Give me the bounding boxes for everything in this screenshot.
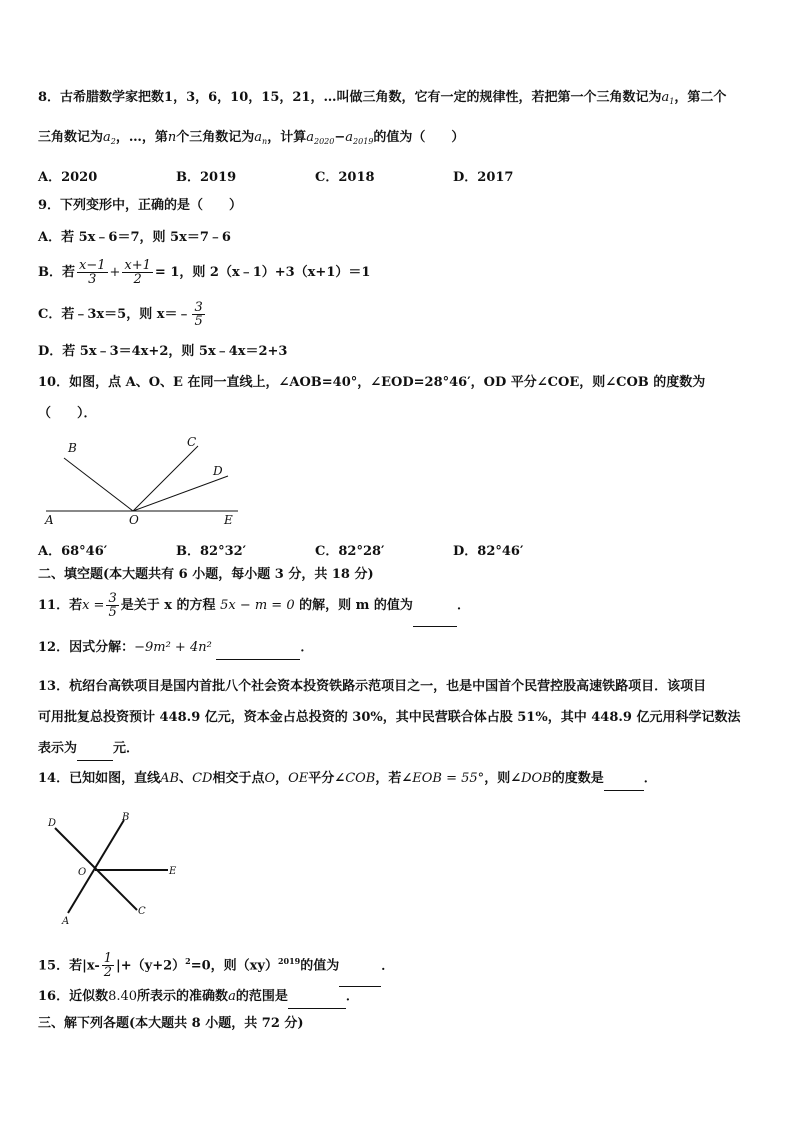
q15-text: |+（y+2） xyxy=(116,958,186,974)
q8-text: 三角数记为 xyxy=(38,130,104,145)
numerator: x−1 xyxy=(79,258,106,273)
answer-blank[interactable] xyxy=(339,950,381,987)
var-a: a xyxy=(254,130,263,145)
math-expr: COB xyxy=(345,771,376,786)
math-expr: 5x − m = 0 xyxy=(220,598,295,613)
var-a: a xyxy=(345,130,354,145)
numerator: 3 xyxy=(108,591,117,606)
q10-figure xyxy=(38,432,248,532)
q16-text: ． xyxy=(345,989,359,1004)
label-b: B xyxy=(68,441,77,455)
q9-c-text: C．若﹣3x＝5，则 x＝﹣ xyxy=(38,307,191,322)
numerator: 3 xyxy=(194,300,203,315)
q15-text: 的值为 xyxy=(300,958,340,974)
answer-blank[interactable] xyxy=(413,590,457,627)
math-expr: O xyxy=(264,771,276,786)
var-a: a xyxy=(228,989,236,1004)
q13-line2: 可用批复总投资预计 448.9 亿元，资本金占总投资的 30%，其中民营联合体占股 51%，其中 448.9 亿元用科学记数法 xyxy=(38,710,741,725)
math-expr: EOB = 55° xyxy=(412,771,485,786)
answer-blank[interactable] xyxy=(288,990,346,1009)
answer-blank[interactable] xyxy=(604,772,644,791)
q14-text: ， xyxy=(275,771,289,786)
q14-text: ，若∠ xyxy=(375,771,413,786)
q13-text: 元． xyxy=(113,741,140,756)
label-o: O xyxy=(78,867,87,878)
fraction xyxy=(192,301,204,328)
q14-text: 的度数是 xyxy=(551,771,604,786)
numerator: 1 xyxy=(103,951,113,967)
label-c: C xyxy=(187,435,197,449)
math-expr: −9m² + 4n² xyxy=(134,640,212,655)
label-d: D xyxy=(213,464,223,478)
var-a: a xyxy=(661,90,670,105)
q9-option-b[interactable] xyxy=(38,255,370,291)
plus-sign: + xyxy=(109,265,121,280)
q16-text: 的范围是 xyxy=(235,989,288,1004)
q8-text: 的值为（ ） xyxy=(373,130,465,145)
label-c: C xyxy=(138,906,146,917)
label-a: A xyxy=(62,916,70,927)
q9-b-label: B．若 xyxy=(38,265,75,280)
fraction xyxy=(102,952,114,979)
q11-text: 是关于 x 的方程 xyxy=(120,598,216,613)
math-expr: CD xyxy=(192,771,213,786)
ray-oc xyxy=(133,446,198,511)
q8-text: 8．古希腊数学家把数1，3，6，10，15，21，…叫做三角数，它有一定的规律性，若把第一个三角数记为 xyxy=(38,90,662,105)
q14-text: 14．已知如图，直线 xyxy=(38,771,161,786)
q8-text: ，第二个 xyxy=(674,90,727,105)
line-ab xyxy=(68,820,124,913)
q10-stem: 10．如图，点 A、O、E 在同一直线上，∠AOB=40°，∠EOD=28°46′，OD 平分∠COE，则∠COB 的度数为 xyxy=(38,375,706,390)
q16-text: 16．近似数 xyxy=(38,989,109,1004)
q13-line1: 13．杭绍台高铁项目是国内首批八个社会资本投资铁路示范项目之一，也是中国首个民营控股高速铁路项目．该项目 xyxy=(38,679,707,694)
exponent: 2 xyxy=(185,956,191,966)
q14-text: ，则∠ xyxy=(484,771,522,786)
q8-option-b[interactable]: B．2019 xyxy=(176,170,237,185)
q8-text: ，计算 xyxy=(267,130,307,145)
q11 xyxy=(38,588,470,624)
q12-text: 12．因式分解： xyxy=(38,640,135,655)
math-expr: AB xyxy=(160,771,180,786)
denominator: 5 xyxy=(108,605,117,620)
q10-option-d[interactable]: D．82°46′ xyxy=(453,544,524,559)
q11-text: ． xyxy=(456,598,470,613)
var-n: n xyxy=(167,130,177,145)
subscript: 2 xyxy=(110,137,116,146)
q8-text: ，…，第 xyxy=(115,130,168,145)
q10-option-a[interactable]: A．68°46′ xyxy=(38,544,108,559)
denominator: 2 xyxy=(133,272,142,287)
q13-line3 xyxy=(38,740,139,761)
fraction xyxy=(122,259,153,286)
q10-stem2: （ ）． xyxy=(38,406,97,421)
var-a: a xyxy=(103,130,111,145)
denominator: 2 xyxy=(103,965,113,981)
denominator: 3 xyxy=(88,272,97,287)
q14 xyxy=(38,770,657,791)
subscript: 1 xyxy=(669,97,675,106)
ray-ob xyxy=(64,458,133,511)
math-expr: DOB xyxy=(521,771,552,786)
section-3-heading: 三、解下列各题(本大题共 8 小题，共 72 分) xyxy=(38,1016,304,1031)
label-b: B xyxy=(122,812,130,823)
q8-text: 个三角数记为 xyxy=(176,130,255,145)
q8-option-d[interactable]: D．2017 xyxy=(453,170,514,185)
q11-text: 的解，则 m 的值为 xyxy=(299,598,413,613)
q14-text: ． xyxy=(643,771,657,786)
math-expr: 8.40 xyxy=(108,989,138,1004)
q10-option-b[interactable]: B．82°32′ xyxy=(176,544,247,559)
denominator: 5 xyxy=(194,314,203,329)
subscript: 2019 xyxy=(353,137,374,146)
q14-figure xyxy=(40,808,190,928)
q15-text: ． xyxy=(381,958,395,974)
q9-stem: 9．下列变形中，正确的是（ ） xyxy=(38,198,243,213)
q13-text: 表示为 xyxy=(38,741,78,756)
label-a: A xyxy=(45,513,54,527)
section-2-heading: 二、填空题(本大题共有 6 小题，每小题 3 分，共 18 分) xyxy=(38,567,374,582)
math-expr: OE xyxy=(288,771,309,786)
q12-text: ． xyxy=(300,640,314,655)
answer-blank[interactable] xyxy=(216,641,300,660)
q14-text: 平分∠ xyxy=(308,771,346,786)
q16 xyxy=(38,988,359,1009)
q15 xyxy=(38,943,394,979)
var-a: a xyxy=(306,130,314,145)
q14-text: 、 xyxy=(179,771,193,786)
q11-text: 11．若 xyxy=(38,598,83,613)
q9-option-a[interactable]: A．若 5x﹣6＝7，则 5x＝7﹣6 xyxy=(38,230,231,245)
q8-option-a[interactable]: A．2020 xyxy=(38,170,98,185)
fraction xyxy=(77,259,108,286)
q15-text: 15．若|x- xyxy=(38,958,100,974)
minus-sign: − xyxy=(334,130,346,145)
q9-option-d[interactable]: D．若 5x﹣3＝4x+2，则 5x﹣4x＝2+3 xyxy=(38,344,288,359)
math-expr: x = xyxy=(82,598,105,613)
subscript: n xyxy=(262,137,268,146)
q16-text: 所表示的准确数 xyxy=(137,989,229,1004)
subscript: 2020 xyxy=(313,137,335,146)
q8-line1 xyxy=(38,89,726,111)
label-e: E xyxy=(224,513,233,527)
exponent: 2019 xyxy=(277,956,301,966)
q9-option-c[interactable] xyxy=(38,297,207,333)
label-o: O xyxy=(129,513,139,527)
ray-od xyxy=(133,476,228,511)
label-d: D xyxy=(48,818,57,829)
q15-text: =0，则（xy） xyxy=(190,958,278,974)
label-e: E xyxy=(169,866,177,877)
q8-option-c[interactable]: C．2018 xyxy=(315,170,375,185)
q12 xyxy=(38,639,313,660)
q8-line2 xyxy=(38,129,464,151)
q9-b-text: = 1，则 2（x﹣1）+3（x+1）＝1 xyxy=(154,265,371,280)
q10-option-c[interactable]: C．82°28′ xyxy=(315,544,385,559)
answer-blank[interactable] xyxy=(77,742,113,761)
numerator: x+1 xyxy=(124,258,151,273)
q14-text: 相交于点 xyxy=(212,771,265,786)
fraction xyxy=(106,592,118,619)
